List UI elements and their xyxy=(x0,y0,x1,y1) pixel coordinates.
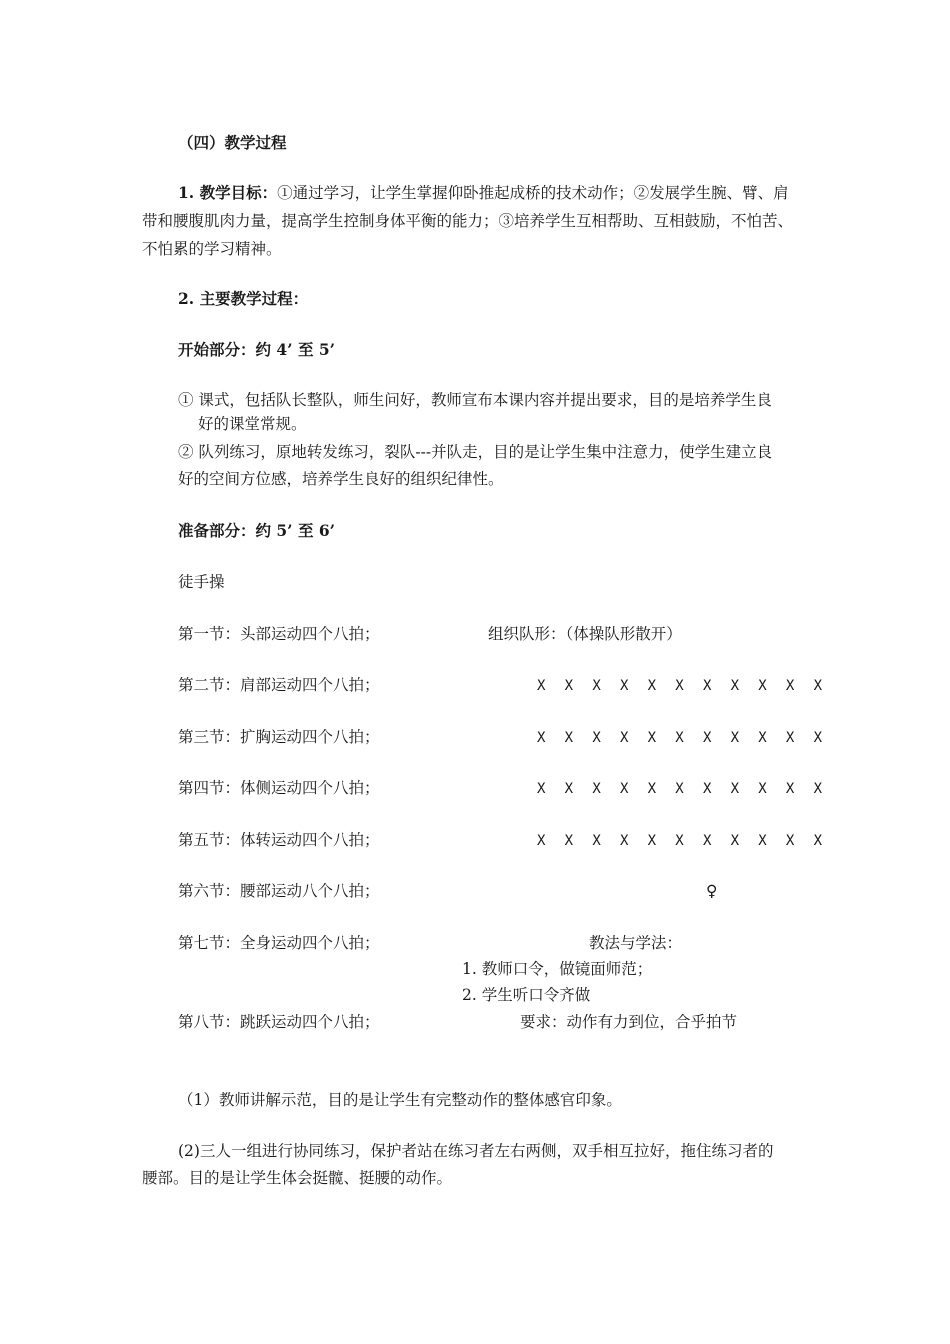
formation-label: 组织队形：（体操队形散开） xyxy=(488,625,682,643)
teacher-symbol: ♀ xyxy=(706,882,718,900)
start-part-heading: 开始部分：约 4’ 至 5’ xyxy=(178,340,336,359)
start-item-1-line-2: 好的课堂常规。 xyxy=(198,415,307,433)
section-title: （四）教学过程 xyxy=(178,133,287,152)
formation-row-4: X X X X X X X X X X X xyxy=(537,833,828,849)
objectives-line-3: 不怕累的学习精神。 xyxy=(142,240,282,258)
objectives-text-1: ①通过学习，让学生掌握仰卧推起成桥的技术动作；②发展学生腕、臂、肩 xyxy=(277,184,789,202)
method-title: 教法与学法： xyxy=(589,934,683,952)
main-process-heading: 2. 主要教学过程： xyxy=(178,289,309,308)
exercise-section-7: 第七节：全身运动四个八拍； xyxy=(178,934,380,952)
requirement-text: 要求：动作有力到位，合乎拍节 xyxy=(520,1013,738,1031)
exercise-section-8: 第八节：跳跃运动四个八拍； xyxy=(178,1013,380,1031)
objectives-line-1 xyxy=(178,183,789,203)
start-item-2-line-1: ② 队列练习，原地转发练习，裂队---并队走，目的是让学生集中注意力，使学生建立良 xyxy=(178,443,773,461)
objectives-label: 1. 教学目标： xyxy=(178,183,278,202)
freehand-exercise-title: 徒手操 xyxy=(178,573,225,591)
exercise-section-6: 第六节：腰部运动八个八拍； xyxy=(178,882,380,900)
formation-row-3: X X X X X X X X X X X xyxy=(537,781,828,797)
prep-part-heading: 准备部分：约 5’ 至 6’ xyxy=(178,521,336,540)
exercise-section-4: 第四节：体侧运动四个八拍； xyxy=(178,779,380,797)
method-item-2: 2. 学生听口令齐做 xyxy=(462,986,591,1004)
closing-paragraph-2-line-2: 腰部。目的是让学生体会挺髋、挺腰的动作。 xyxy=(142,1169,453,1187)
exercise-section-3: 第三节：扩胸运动四个八拍； xyxy=(178,728,380,746)
exercise-section-2: 第二节：肩部运动四个八拍； xyxy=(178,676,380,694)
formation-row-1: X X X X X X X X X X X xyxy=(537,678,828,694)
closing-paragraph-1: （1）教师讲解示范，目的是让学生有完整动作的整体感官印象。 xyxy=(178,1091,622,1109)
formation-row-2: X X X X X X X X X X X xyxy=(537,730,828,746)
start-item-2-line-2: 好的空间方位感，培养学生良好的组织纪律性。 xyxy=(178,470,504,488)
start-item-1-line-1: ① 课式，包括队长整队，师生问好，教师宣布本课内容并提出要求，目的是培养学生良 xyxy=(178,391,772,409)
objectives-line-2: 带和腰腹肌肉力量，提高学生控制身体平衡的能力；③培养学生互相帮助、互相鼓励，不怕苦、 xyxy=(142,212,794,230)
exercise-section-5: 第五节：体转运动四个八拍； xyxy=(178,831,380,849)
method-item-1: 1. 教师口令，做镜面师范； xyxy=(462,960,653,978)
exercise-section-1: 第一节：头部运动四个八拍； xyxy=(178,625,380,643)
closing-paragraph-2-line-1: (2)三人一组进行协同练习，保护者站在练习者左右两侧，双手相互拉好，拖住练习者的 xyxy=(178,1142,774,1160)
